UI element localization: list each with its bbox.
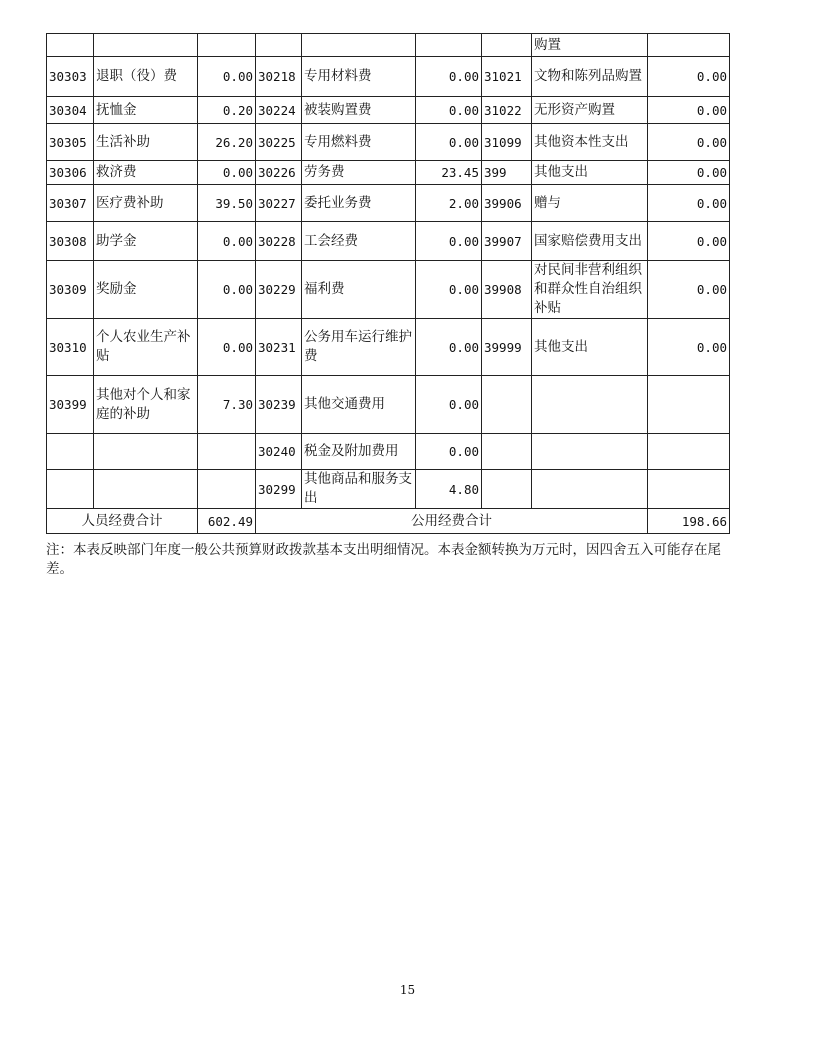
public-code-cell: 30228 xyxy=(256,222,302,261)
other-item-cell: 国家赔偿费用支出 xyxy=(532,222,648,261)
other-item-cell xyxy=(532,376,648,434)
personnel-total-value: 602.49 xyxy=(198,509,256,534)
public-item-cell: 福利费 xyxy=(302,261,416,319)
public-item-cell: 委托业务费 xyxy=(302,185,416,222)
other-item-cell: 赠与 xyxy=(532,185,648,222)
other-amount-cell xyxy=(648,434,730,470)
other-code-cell: 39999 xyxy=(482,319,532,376)
other-amount-cell xyxy=(648,376,730,434)
other-code-cell xyxy=(482,434,532,470)
other-item-cell xyxy=(532,470,648,509)
other-item-cell xyxy=(532,434,648,470)
public-amount-cell: 0.00 xyxy=(416,97,482,124)
public-total-value: 198.66 xyxy=(648,509,730,534)
personnel-amount-cell: 0.00 xyxy=(198,161,256,185)
table-body xyxy=(47,34,730,509)
personnel-code-cell xyxy=(47,434,94,470)
personnel-amount-cell: 39.50 xyxy=(198,185,256,222)
personnel-amount-cell: 0.00 xyxy=(198,57,256,97)
other-amount-cell xyxy=(648,34,730,57)
personnel-amount-cell: 7.30 xyxy=(198,376,256,434)
public-amount-cell: 0.00 xyxy=(416,222,482,261)
other-item-cell: 其他资本性支出 xyxy=(532,124,648,161)
table-row xyxy=(47,97,730,124)
other-amount-cell: 0.00 xyxy=(648,124,730,161)
personnel-item-cell: 生活补助 xyxy=(94,124,198,161)
personnel-item-cell: 其他对个人和家庭的补助 xyxy=(94,376,198,434)
other-code-cell xyxy=(482,376,532,434)
other-amount-cell: 0.00 xyxy=(648,222,730,261)
public-code-cell: 30240 xyxy=(256,434,302,470)
other-code-cell: 31022 xyxy=(482,97,532,124)
table-row xyxy=(47,161,730,185)
other-amount-cell: 0.00 xyxy=(648,261,730,319)
table-row xyxy=(47,376,730,434)
other-item-cell: 购置 xyxy=(532,34,648,57)
other-code-cell: 39907 xyxy=(482,222,532,261)
public-amount-cell: 2.00 xyxy=(416,185,482,222)
public-code-cell: 30224 xyxy=(256,97,302,124)
personnel-code-cell: 30308 xyxy=(47,222,94,261)
public-total-label: 公用经费合计 xyxy=(256,509,648,534)
other-code-cell xyxy=(482,34,532,57)
other-amount-cell: 0.00 xyxy=(648,57,730,97)
personnel-item-cell: 抚恤金 xyxy=(94,97,198,124)
personnel-item-cell: 助学金 xyxy=(94,222,198,261)
public-code-cell: 30231 xyxy=(256,319,302,376)
public-item-cell: 工会经费 xyxy=(302,222,416,261)
other-code-cell: 31021 xyxy=(482,57,532,97)
personnel-code-cell: 30309 xyxy=(47,261,94,319)
public-item-cell: 税金及附加费用 xyxy=(302,434,416,470)
public-code-cell: 30218 xyxy=(256,57,302,97)
personnel-code-cell: 30303 xyxy=(47,57,94,97)
other-code-cell xyxy=(482,470,532,509)
other-amount-cell xyxy=(648,470,730,509)
public-amount-cell: 0.00 xyxy=(416,434,482,470)
other-code-cell: 39908 xyxy=(482,261,532,319)
personnel-amount-cell: 0.00 xyxy=(198,319,256,376)
personnel-code-cell: 30307 xyxy=(47,185,94,222)
table-row xyxy=(47,470,730,509)
public-item-cell: 其他商品和服务支出 xyxy=(302,470,416,509)
personnel-code-cell: 30306 xyxy=(47,161,94,185)
public-item-cell xyxy=(302,34,416,57)
personnel-item-cell xyxy=(94,34,198,57)
public-item-cell: 其他交通费用 xyxy=(302,376,416,434)
table-row xyxy=(47,434,730,470)
personnel-item-cell: 救济费 xyxy=(94,161,198,185)
personnel-code-cell: 30399 xyxy=(47,376,94,434)
personnel-item-cell xyxy=(94,470,198,509)
table-row xyxy=(47,261,730,319)
personnel-amount-cell: 0.00 xyxy=(198,261,256,319)
basic-expenditure-table xyxy=(46,33,730,534)
personnel-item-cell xyxy=(94,434,198,470)
other-amount-cell: 0.00 xyxy=(648,161,730,185)
table-row xyxy=(47,185,730,222)
personnel-code-cell xyxy=(47,470,94,509)
other-amount-cell: 0.00 xyxy=(648,185,730,222)
personnel-item-cell: 个人农业生产补贴 xyxy=(94,319,198,376)
personnel-item-cell: 医疗费补助 xyxy=(94,185,198,222)
public-code-cell: 30239 xyxy=(256,376,302,434)
public-code-cell: 30227 xyxy=(256,185,302,222)
page-number: 15 xyxy=(399,983,416,997)
totals-row xyxy=(47,509,730,534)
other-amount-cell: 0.00 xyxy=(648,319,730,376)
public-amount-cell: 4.80 xyxy=(416,470,482,509)
public-amount-cell: 23.45 xyxy=(416,161,482,185)
personnel-amount-cell xyxy=(198,434,256,470)
personnel-amount-cell: 0.20 xyxy=(198,97,256,124)
personnel-amount-cell: 26.20 xyxy=(198,124,256,161)
personnel-item-cell: 退职（役）费 xyxy=(94,57,198,97)
public-item-cell: 公务用车运行维护费 xyxy=(302,319,416,376)
public-code-cell: 30226 xyxy=(256,161,302,185)
table-row xyxy=(47,57,730,97)
public-amount-cell: 0.00 xyxy=(416,261,482,319)
public-amount-cell: 0.00 xyxy=(416,57,482,97)
public-code-cell xyxy=(256,34,302,57)
table-row xyxy=(47,319,730,376)
table-note: 注：本表反映部门年度一般公共预算财政拨款基本支出明细情况。本表金额转换为万元时，因四舍五入可能存在尾差。 xyxy=(46,542,721,577)
personnel-code-cell: 30310 xyxy=(47,319,94,376)
public-amount-cell: 0.00 xyxy=(416,319,482,376)
public-amount-cell: 0.00 xyxy=(416,376,482,434)
other-item-cell: 文物和陈列品购置 xyxy=(532,57,648,97)
personnel-code-cell: 30305 xyxy=(47,124,94,161)
public-item-cell: 劳务费 xyxy=(302,161,416,185)
personnel-amount-cell xyxy=(198,34,256,57)
other-item-cell: 对民间非营利组织和群众性自治组织补贴 xyxy=(532,261,648,319)
other-item-cell: 无形资产购置 xyxy=(532,97,648,124)
other-code-cell: 31099 xyxy=(482,124,532,161)
public-item-cell: 被装购置费 xyxy=(302,97,416,124)
public-item-cell: 专用燃料费 xyxy=(302,124,416,161)
other-item-cell: 其他支出 xyxy=(532,319,648,376)
table-row xyxy=(47,222,730,261)
personnel-amount-cell xyxy=(198,470,256,509)
public-amount-cell xyxy=(416,34,482,57)
personnel-total-label: 人员经费合计 xyxy=(47,509,198,534)
public-item-cell: 专用材料费 xyxy=(302,57,416,97)
other-code-cell: 399 xyxy=(482,161,532,185)
public-code-cell: 30229 xyxy=(256,261,302,319)
personnel-item-cell: 奖励金 xyxy=(94,261,198,319)
personnel-code-cell xyxy=(47,34,94,57)
public-amount-cell: 0.00 xyxy=(416,124,482,161)
other-item-cell: 其他支出 xyxy=(532,161,648,185)
table-row xyxy=(47,124,730,161)
other-amount-cell: 0.00 xyxy=(648,97,730,124)
table-row xyxy=(47,34,730,57)
public-code-cell: 30299 xyxy=(256,470,302,509)
personnel-code-cell: 30304 xyxy=(47,97,94,124)
public-code-cell: 30225 xyxy=(256,124,302,161)
other-code-cell: 39906 xyxy=(482,185,532,222)
personnel-amount-cell: 0.00 xyxy=(198,222,256,261)
